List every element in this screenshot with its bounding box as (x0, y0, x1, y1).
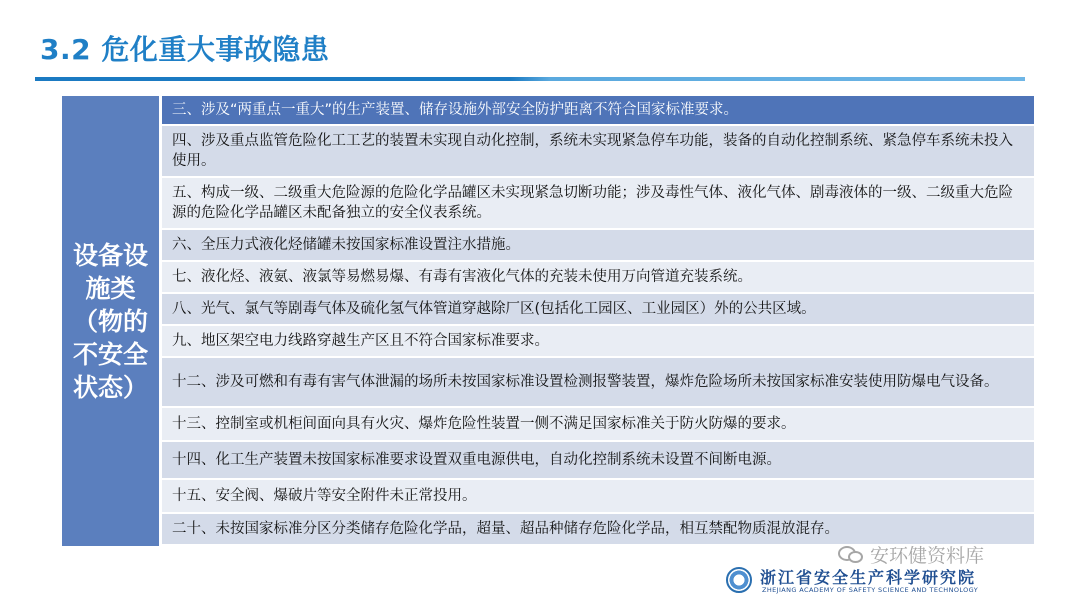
table-row (162, 96, 1034, 126)
row-text: 五、构成一级、二级重大危险源的危险化学品罐区未实现紧急切断功能；涉及毒性气体、液化气体、剧毒液体的一级、二级重大危险源的危险化学品罐区未配备独立的安全仪表系统。 (172, 185, 1013, 221)
institute-emblem-icon (726, 567, 752, 593)
institute-name-en: ZHEJIANG ACADEMY OF SAFETY SCIENCE AND TECHNOLOGY (762, 586, 979, 594)
table-row (162, 178, 1034, 230)
table-row (162, 262, 1034, 294)
row-text: 七、液化烃、液氨、液氯等易燃易爆、有毒有害液化气体的充装未使用万向管道充装系统。 (172, 269, 752, 285)
table-row (162, 442, 1034, 480)
wechat-icon (838, 544, 866, 566)
watermark-text: 安环健资料库 (870, 545, 985, 567)
watermark (838, 541, 984, 568)
slide-title: 3.2 危化重大事故隐患 (40, 33, 330, 66)
hazard-table (162, 96, 1034, 546)
institute-logo (726, 565, 1026, 599)
row-text: 十四、化工生产装置未按国家标准要求设置双重电源供电，自动化控制系统未设置不间断电源。 (172, 452, 781, 468)
row-text: 十二、涉及可燃和有毒有害气体泄漏的场所未按国家标准设置检测报警装置，爆炸危险场所未按国家标准安装使用防爆电气设备。 (172, 374, 999, 390)
row-text: 二十、未按国家标准分区分类储存危险化学品，超量、超品种储存危险化学品，相互禁配物质混放混存。 (172, 521, 839, 537)
table-row (162, 358, 1034, 408)
category-cell (62, 96, 159, 546)
title-divider (35, 77, 1025, 81)
row-text: 八、光气、氯气等剧毒气体及硫化氢气体管道穿越除厂区(包括化工园区、工业园区）外的公共区域。 (172, 301, 816, 317)
institute-name-cn: 浙江省安全生产科学研究院 (760, 568, 977, 587)
table-row (162, 126, 1034, 178)
table-row (162, 230, 1034, 262)
table-row (162, 294, 1034, 326)
table-row (162, 480, 1034, 514)
row-text: 四、涉及重点监管危险化工工艺的装置未实现自动化控制，系统未实现紧急停车功能，装备的自动化控制系统、紧急停车系统未投入使用。 (172, 133, 1013, 169)
category-label: 设备设施类（物的不安全状态） (72, 240, 148, 402)
row-text: 十三、控制室或机柜间面向具有火灾、爆炸危险性装置一侧不满足国家标准关于防火防爆的要求。 (172, 416, 796, 432)
row-text: 十五、安全阀、爆破片等安全附件未正常投用。 (172, 488, 477, 504)
row-text: 九、地区架空电力线路穿越生产区且不符合国家标准要求。 (172, 333, 549, 349)
table-row (162, 408, 1034, 442)
table-row (162, 326, 1034, 358)
row-text: 三、涉及“两重点一重大”的生产装置、储存设施外部安全防护距离不符合国家标准要求。 (172, 102, 739, 118)
row-text: 六、全压力式液化烃储罐未按国家标准设置注水措施。 (172, 237, 520, 253)
